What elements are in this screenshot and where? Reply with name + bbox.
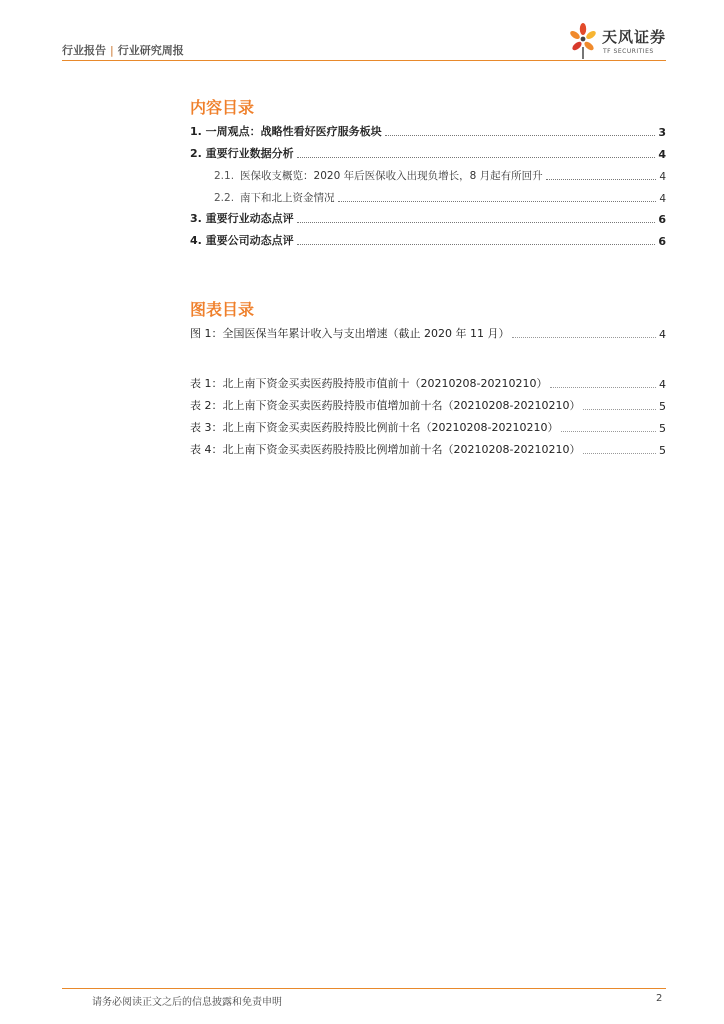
table-entry[interactable] (190, 441, 666, 457)
toc-entry[interactable] (190, 232, 666, 248)
leader-dots (583, 408, 656, 410)
header-divider (62, 60, 666, 61)
leader-dots (583, 452, 656, 454)
figure-entry-label: 图 1：全国医保当年累计收入与支出增速（截止 2020 年 11 月） (190, 327, 510, 340)
toc-entry-label: 2. 重要行业数据分析 (190, 147, 294, 160)
figure-entry-page: 4 (659, 328, 666, 341)
table-entry[interactable] (190, 419, 666, 435)
leader-dots (561, 430, 656, 432)
figure-entry[interactable] (190, 325, 666, 341)
toc-entry-label: 4. 重要公司动态点评 (190, 234, 294, 247)
toc-subentry-page: 4 (659, 171, 666, 183)
leader-dots (546, 178, 657, 180)
report-type-header (62, 42, 184, 58)
page-number: 2 (656, 993, 663, 1004)
toc-entry[interactable] (190, 210, 666, 226)
toc-entry-page: 4 (658, 148, 666, 161)
toc-entry-label: 1. 一周观点：战略性看好医疗服务板块 (190, 125, 382, 138)
toc-subentry-number: 2.2. (214, 192, 235, 204)
toc-subentry-label (214, 168, 543, 183)
table-entry-page: 5 (659, 400, 666, 413)
table-entry-page: 4 (659, 378, 666, 391)
company-logo (566, 22, 676, 62)
toc-subentry[interactable] (214, 189, 666, 205)
table-entry-label: 表 1：北上南下资金买卖医药股持股市值前十（20210208-20210210） (190, 377, 548, 390)
table-entry-label: 表 3：北上南下资金买卖医药股持股比例前十名（20210208-20210210） (190, 421, 559, 434)
leader-dots (550, 386, 656, 388)
table-entry-page: 5 (659, 444, 666, 457)
leader-dots (297, 221, 656, 223)
report-subcategory: 行业研究周报 (117, 44, 184, 57)
toc-subentry-page: 4 (659, 193, 666, 205)
table-entry[interactable] (190, 375, 666, 391)
leader-dots (512, 336, 656, 338)
toc-subentry-text: 南下和北上资金情况 (240, 192, 335, 204)
logo-english-name: TF SECURITIES (603, 48, 654, 55)
figures-title: 图表目录 (190, 300, 255, 319)
report-category: 行业报告 (62, 44, 106, 57)
toc-subentry-number: 2.1. (214, 170, 235, 182)
leader-dots (297, 243, 656, 245)
toc-entry[interactable] (190, 145, 666, 161)
toc-entry[interactable] (190, 123, 666, 139)
toc-entry-label: 3. 重要行业动态点评 (190, 212, 294, 225)
toc-entry-page: 6 (658, 235, 666, 248)
leader-dots (338, 200, 657, 202)
toc-entry-page: 6 (658, 213, 666, 226)
contents-title: 内容目录 (190, 98, 255, 117)
footer-divider (62, 988, 666, 989)
toc-subentry-text: 医保收支概览：2020 年后医保收入出现负增长，8 月起有所回升 (240, 170, 543, 182)
logo-chinese-name: 天风证券 (602, 28, 667, 46)
flower-logo-icon (566, 22, 600, 60)
table-entry-label: 表 2：北上南下资金买卖医药股持股市值增加前十名（20210208-20210210） (190, 399, 581, 412)
table-entry[interactable] (190, 397, 666, 413)
header-separator: | (110, 44, 114, 57)
toc-subentry-label (214, 190, 335, 205)
leader-dots (297, 156, 656, 158)
toc-subentry[interactable] (214, 167, 666, 183)
table-entry-page: 5 (659, 422, 666, 435)
toc-entry-page: 3 (658, 126, 666, 139)
leader-dots (385, 134, 656, 136)
table-entry-label: 表 4：北上南下资金买卖医药股持股比例增加前十名（20210208-20210210） (190, 443, 581, 456)
footer-disclaimer: 请务必阅读正文之后的信息披露和免责申明 (92, 997, 282, 1008)
